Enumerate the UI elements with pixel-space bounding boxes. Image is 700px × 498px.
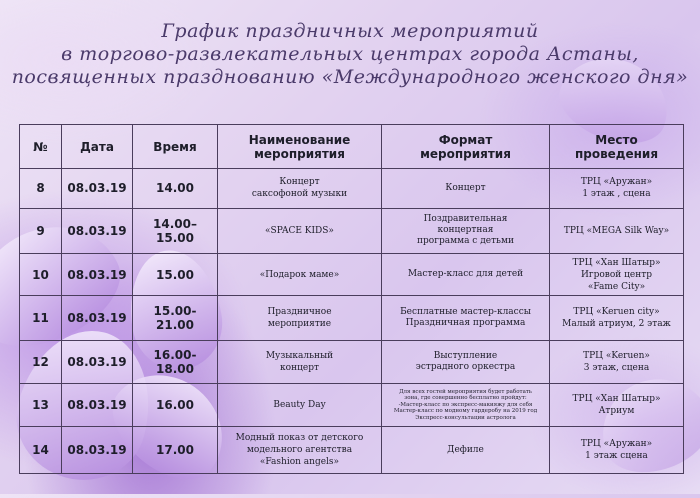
row-date: 08.03.19 — [62, 208, 133, 253]
row-date: 08.03.19 — [62, 253, 133, 296]
row-num: 8 — [20, 169, 62, 209]
table-row — [20, 253, 684, 296]
row-time: 16.00 — [133, 384, 218, 427]
row-num: 9 — [20, 208, 62, 253]
row-name: Праздничное мероприятие — [218, 296, 382, 341]
title-line-2: в торгово-развлекательных центрах города Астаны, — [61, 43, 639, 65]
table-header-row — [20, 125, 684, 169]
row-time: 17.00 — [133, 427, 218, 474]
title-line-1: График праздничных мероприятий — [161, 20, 539, 42]
table-row — [20, 427, 684, 474]
table-row — [20, 341, 684, 384]
row-date: 08.03.19 — [62, 341, 133, 384]
row-format: Бесплатные мастер-классы Праздничная программа — [382, 296, 550, 341]
row-place: ТРЦ «Аружан» 1 этаж , сцена — [550, 169, 684, 209]
title-line-3: посвященных празднованию «Международного женского дня» — [11, 66, 689, 88]
row-name: Музыкальный концерт — [218, 341, 382, 384]
row-place: ТРЦ «Keruen» 3 этаж, сцена — [550, 341, 684, 384]
row-format: Для всех гостей мероприятия будет работать зона, где совершенно бесплатно пройдут: -Мастер-класс по экспресс-макияжу для себя Мастер-класс по модному гардеробу на 2019 год Экспресс-консультации астролога — [382, 384, 550, 427]
events-table — [19, 124, 684, 474]
row-format: Выступление эстрадного оркестра — [382, 341, 550, 384]
header-name: Наименование мероприятия — [218, 125, 382, 169]
row-name: Модный показ от детского модельного агентства «Fashion angels» — [218, 427, 382, 474]
row-num: 12 — [20, 341, 62, 384]
row-place: ТРЦ «Аружан» 1 этаж сцена — [550, 427, 684, 474]
row-name: Концерт саксофоной музыки — [218, 169, 382, 209]
row-date: 08.03.19 — [62, 384, 133, 427]
table-row — [20, 296, 684, 341]
row-place: ТРЦ «MEGA Silk Way» — [550, 208, 684, 253]
row-date: 08.03.19 — [62, 427, 133, 474]
row-name: «Подарок маме» — [218, 253, 382, 296]
page-title — [0, 20, 700, 89]
row-time: 15.00 — [133, 253, 218, 296]
row-num: 13 — [20, 384, 62, 427]
header-format: Формат мероприятия — [382, 125, 550, 169]
row-date: 08.03.19 — [62, 296, 133, 341]
row-place: ТРЦ «Хан Шатыр» Атриум — [550, 384, 684, 427]
row-format: Концерт — [382, 169, 550, 209]
table-row — [20, 169, 684, 209]
row-num: 10 — [20, 253, 62, 296]
row-time: 16.00-18.00 — [133, 341, 218, 384]
row-time: 14.00–15.00 — [133, 208, 218, 253]
row-name: Beauty Day — [218, 384, 382, 427]
row-num: 11 — [20, 296, 62, 341]
header-time: Время — [133, 125, 218, 169]
table-row — [20, 384, 684, 427]
row-place: ТРЦ «Хан Шатыр» Игровой центр «Fame City» — [550, 253, 684, 296]
row-format: Мастер-класс для детей — [382, 253, 550, 296]
row-name: «SPACE KIDS» — [218, 208, 382, 253]
row-time: 15.00-21.00 — [133, 296, 218, 341]
row-time: 14.00 — [133, 169, 218, 209]
row-format: Поздравительная концертная программа с детьми — [382, 208, 550, 253]
row-place: ТРЦ «Keruen city» Малый атриум, 2 этаж — [550, 296, 684, 341]
header-num: № — [20, 125, 62, 169]
row-date: 08.03.19 — [62, 169, 133, 209]
row-format: Дефиле — [382, 427, 550, 474]
row-num: 14 — [20, 427, 62, 474]
table-row — [20, 208, 684, 253]
header-place: Место проведения — [550, 125, 684, 169]
header-date: Дата — [62, 125, 133, 169]
